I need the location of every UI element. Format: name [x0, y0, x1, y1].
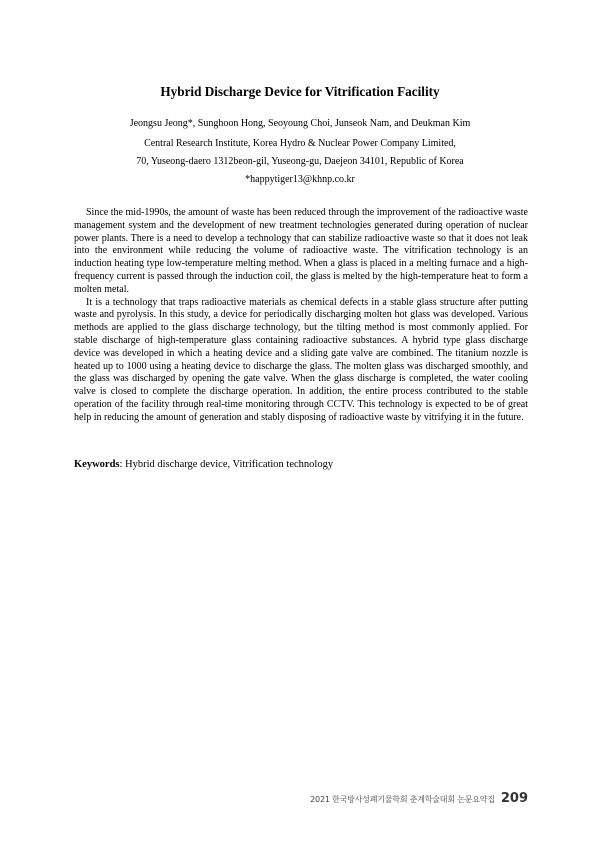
abstract-paragraph-1: Since the mid-1990s, the amount of waste has been reduced through the improvement of the radioactive waste management system and the development of new treatment technologies generated during operation of nuclear power plants. There is a need to develop a technology that can stabilize radioactive waste so that it does not leak into the environment while reducing the volume of radioactive waste. The vitrification technology is an induction heating type low-temperature melting method. When a glass is placed in a melting furnace and a high-frequency current is passed through the induction coil, the glass is melted by the high-temperature heat to form a molten metal. — [74, 207, 528, 295]
keywords-line — [74, 458, 528, 471]
author-list: Jeongsu Jeong*, Sunghoon Hong, Seoyoung Choi, Junseok Nam, and Deukman Kim — [129, 118, 471, 129]
page-footer — [310, 791, 528, 806]
corresponding-email: *happytiger13@khnp.co.kr — [245, 174, 355, 185]
abstract-paragraph-2: It is a technology that traps radioactive materials as chemical defects in a stable glass structure after putting waste and pyrolysis. In this study, a device for periodically discharging molten hot glass was developed. Various methods are applied to the glass discharge technology, but the tilting method is most commonly applied. For stable discharge of high-temperature glass containing radioactive substances. A hybrid type glass discharge device was developed in which a heating device and a sliding gate valve are combined. The titanium nozzle is heated up to 1000 using a heating device to discharge the glass. The molten glass was discharged smoothly, and the glass was discharged by opening the gate valve. When the glass discharge is completed, the water cooling valve is closed to complete the discharge operation. In addition, the entire process contributed to the stable operation of the facility through real-time monitoring through CCTV. This technology is expected to be of great help in reducing the amount of generation and stably disposing of radioactive waste by vitrifying it in the future. — [74, 296, 528, 423]
keywords-label: Keywords — [74, 459, 120, 470]
proceedings-name: 2021 한국방사성폐기물학회 춘계학술대회 논문요약집 — [310, 795, 495, 804]
keywords-text: : Hybrid discharge device, Vitrification technology — [119, 459, 334, 470]
abstract-body — [74, 207, 528, 425]
page-number: 209 — [500, 791, 528, 806]
address: 70, Yuseong-daero 1312beon-gil, Yuseong-gu, Daejeon 34101, Republic of Korea — [136, 156, 464, 167]
affiliation: Central Research Institute, Korea Hydro & Nuclear Power Company Limited, — [144, 138, 456, 149]
paper-title: Hybrid Discharge Device for Vitrification Facility — [160, 84, 440, 99]
